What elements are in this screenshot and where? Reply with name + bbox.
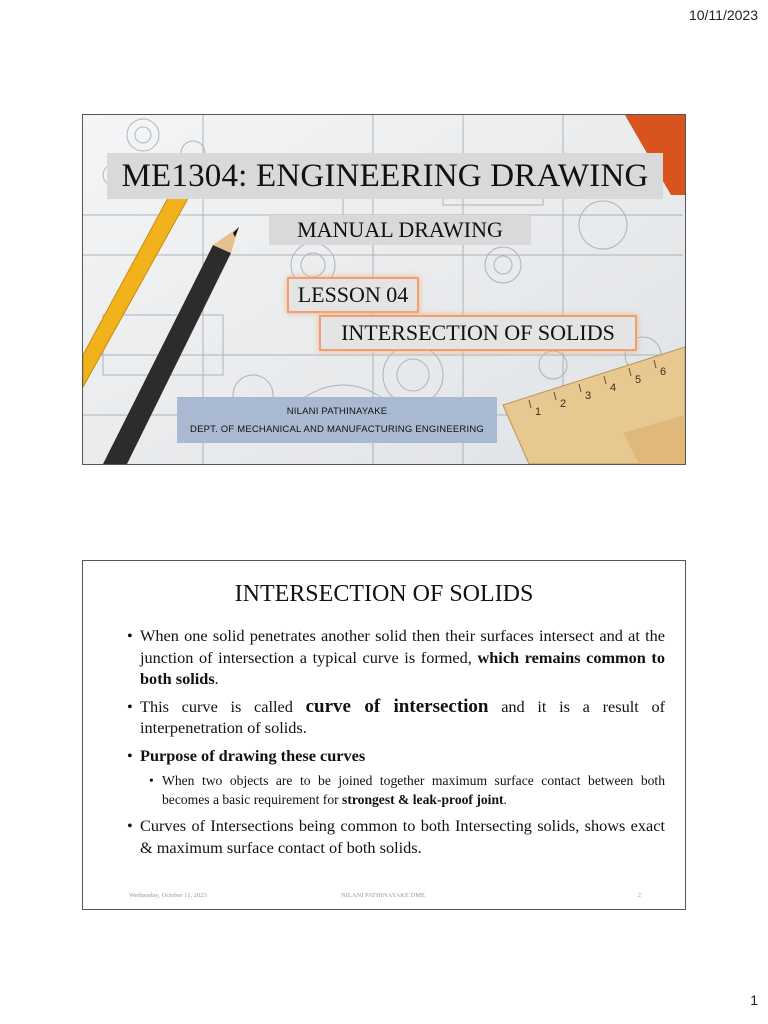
- subtitle: MANUAL DRAWING: [297, 217, 503, 242]
- footer-date: Wednesday, October 11, 2023: [129, 892, 207, 899]
- bullet-item-5: [127, 815, 665, 858]
- bullet-2-post: and it is a result of interpenetration of solids.: [140, 696, 666, 737]
- sub-bullet-text: When two objects are to be joined together maximum surface contact between both becomes a basic requirement for: [162, 773, 665, 807]
- bullet-glyph: •: [127, 816, 133, 835]
- sub-bullet-bold: strongest & leak-proof joint: [342, 791, 504, 807]
- bullet-2-emphasis: curve of intersection: [305, 695, 489, 717]
- bullet-item-3: [127, 745, 665, 767]
- bullet-1-bold: which remains common to both solids: [140, 647, 665, 688]
- ruler-number-1: 1: [535, 406, 542, 418]
- page-number: 1: [750, 992, 758, 1008]
- footer-author: NILANI PATHINAYAKE DME: [341, 892, 426, 899]
- bullet-1-text: When one solid penetrates another solid then their surfaces intersect and at the junction of intersection a typical curve is formed,: [140, 626, 665, 667]
- lesson-label: LESSON 04: [297, 282, 409, 307]
- topic-box: [319, 315, 637, 351]
- bullet-item-2: [127, 696, 665, 739]
- department-name: DEPT. OF MECHANICAL AND MANUFACTURING ENGINEERING: [190, 423, 484, 435]
- author-name: NILANI PATHINAYAKE: [286, 405, 388, 417]
- sub-bullet-item: [149, 772, 665, 809]
- ruler-number-4: 4: [610, 382, 617, 394]
- bullet-3-bold: Purpose of drawing these curves: [140, 745, 366, 765]
- bullet-list: [127, 625, 665, 864]
- ruler-number-2: 2: [560, 398, 567, 410]
- author-box: [177, 397, 497, 443]
- course-title-box: [107, 153, 663, 199]
- bullet-1-end: .: [214, 669, 219, 688]
- ruler-number-5: 5: [635, 374, 642, 386]
- course-title: ME1304: ENGINEERING DRAWING: [121, 157, 649, 194]
- subtitle-box: [269, 215, 531, 245]
- bullet-item-1: [127, 625, 665, 690]
- ruler-number-3: 3: [585, 390, 592, 402]
- footer-page-number: 2: [637, 892, 641, 899]
- bullet-glyph: •: [127, 745, 133, 765]
- bullet-glyph: •: [149, 773, 154, 788]
- header-date: 10/11/2023: [688, 7, 758, 23]
- bullet-glyph: •: [127, 626, 133, 645]
- bullet-2-pre: This curve is called: [140, 696, 306, 716]
- ruler-number-6: 6: [660, 366, 667, 378]
- slide-title: INTERSECTION OF SOLIDS: [234, 581, 534, 607]
- bullet-5-text: Curves of Intersections being common to both Intersecting solids, shows exact & maximum surface contact of both solids.: [140, 816, 665, 857]
- lesson-box: [287, 277, 419, 313]
- topic-label: INTERSECTION OF SOLIDS: [341, 320, 615, 345]
- bullet-glyph: •: [127, 696, 133, 716]
- slide-2-content: [82, 560, 686, 910]
- slide-1-title: [82, 114, 686, 465]
- sub-bullet-end: .: [503, 791, 507, 807]
